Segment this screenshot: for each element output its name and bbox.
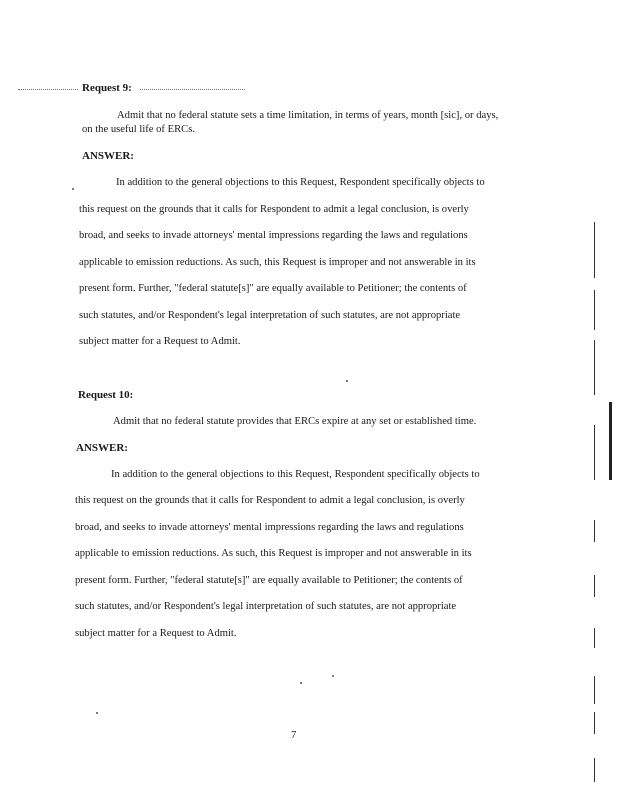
revision-bar <box>594 425 595 480</box>
scan-speck <box>96 712 98 714</box>
request-10-statement: Admit that no federal statute provides that ERCs expire at any set or established time. <box>113 416 477 427</box>
revision-bar <box>594 628 595 648</box>
revision-bar <box>594 340 595 395</box>
scan-artifact-line <box>18 89 78 90</box>
scan-speck <box>332 675 334 677</box>
request-9-answer-line: such statutes, and/or Respondent's legal interpretation of such statutes, are not appropriate <box>79 310 461 321</box>
request-10-answer-label: ANSWER: <box>76 442 128 454</box>
revision-bar <box>594 575 595 597</box>
request-9-answer-line: this request on the grounds that it calls for Respondent to admit a legal conclusion, is overly <box>79 204 469 215</box>
revision-bar <box>594 676 595 704</box>
request-10-answer-line: subject matter for a Request to Admit. <box>75 628 237 639</box>
revision-bar <box>594 222 595 278</box>
page-number: 7 <box>291 730 297 741</box>
revision-bar <box>594 758 595 782</box>
revision-bar <box>594 290 595 330</box>
request-9-statement-line-1: Admit that no federal statute sets a time limitation, in terms of years, month [sic], or days, <box>117 110 499 121</box>
request-10-answer-line: broad, and seeks to invade attorneys' mental impressions regarding the laws and regulations <box>75 522 464 533</box>
request-9-answer-line: broad, and seeks to invade attorneys' mental impressions regarding the laws and regulations <box>79 230 468 241</box>
request-10-answer-line: such statutes, and/or Respondent's legal interpretation of such statutes, are not appropriate <box>75 601 457 612</box>
request-9-answer-line: present form. Further, "federal statute[s]" are equally available to Petitioner; the contents of <box>79 283 467 294</box>
scan-speck <box>72 188 74 190</box>
request-9-answer-line: In addition to the general objections to this Request, Respondent specifically objects to <box>116 177 485 188</box>
request-9-answer-line: subject matter for a Request to Admit. <box>79 336 241 347</box>
scan-speck <box>346 380 348 382</box>
scan-speck <box>300 682 302 684</box>
request-10-answer-line: present form. Further, "federal statute[s]" are equally available to Petitioner; the contents of <box>75 575 463 586</box>
request-10-answer-line: this request on the grounds that it calls for Respondent to admit a legal conclusion, is overly <box>75 495 465 506</box>
request-10-answer-line: applicable to emission reductions. As such, this Request is improper and not answerable in its <box>75 548 472 559</box>
request-9-statement-line-2: on the useful life of ERCs. <box>82 124 195 135</box>
revision-bar <box>594 520 595 542</box>
revision-bar <box>609 402 612 480</box>
request-10-answer-line: In addition to the general objections to this Request, Respondent specifically objects to <box>111 469 480 480</box>
request-9-answer-line: applicable to emission reductions. As such, this Request is improper and not answerable in its <box>79 257 476 268</box>
scan-artifact-line <box>140 89 245 90</box>
request-10-heading: Request 10: <box>78 389 134 401</box>
revision-bar <box>594 712 595 734</box>
request-9-answer-label: ANSWER: <box>82 150 134 162</box>
request-9-heading: Request 9: <box>82 82 132 94</box>
